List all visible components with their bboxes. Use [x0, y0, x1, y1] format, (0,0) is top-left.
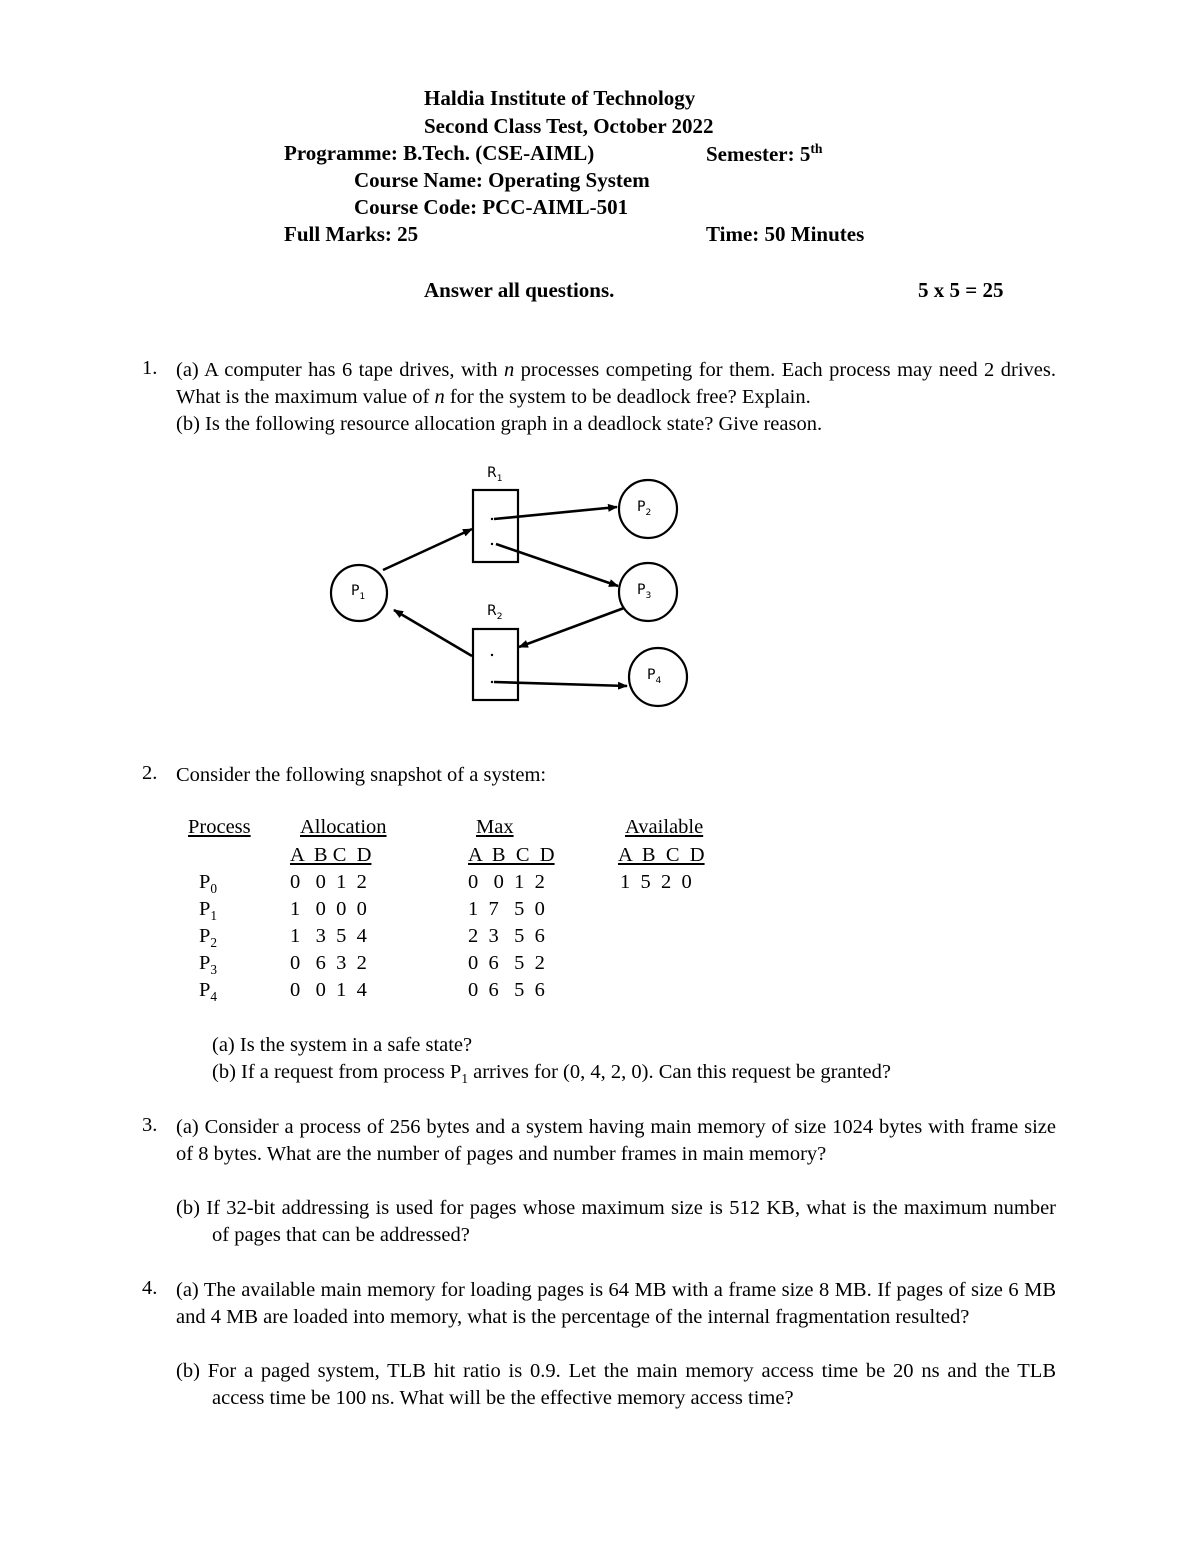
label-p3: $P_3$	[637, 582, 652, 601]
row-process: $P_1$	[199, 898, 218, 924]
col-allocation: Allocation	[300, 816, 387, 838]
resource-allocation-graph	[0, 0, 1200, 760]
row-process: $P_3$	[199, 952, 218, 978]
row-max: 2 3 5 6	[468, 925, 545, 947]
col-process: Process	[188, 816, 251, 838]
r1-instance-dot	[491, 518, 493, 520]
course-name: Course Name: Operating System	[354, 168, 650, 192]
q2-part-b: (b) If a request from process $P_1$ arrives for (0, 4, 2, 0). Can this request be granted?	[212, 1061, 891, 1087]
q1-var-n: n	[503, 359, 515, 381]
sub-max: A B C D	[468, 844, 555, 866]
resource-r1-box	[473, 490, 518, 562]
row-process: $P_4$	[199, 979, 218, 1005]
semester-suffix: th	[810, 141, 823, 156]
edge-r2-p1	[394, 610, 472, 656]
row-max: 1 7 5 0	[468, 898, 545, 920]
edge-p3-r2	[519, 608, 624, 647]
sub-available: A B C D	[618, 844, 705, 866]
row-allocation: 0 0 1 4	[290, 979, 367, 1001]
programme: Programme: B.Tech. (CSE-AIML)	[284, 141, 595, 165]
course-code: Course Code: PCC-AIML-501	[354, 195, 629, 219]
row-allocation: 1 0 0 0	[290, 898, 367, 920]
label-r1: $R_1$	[487, 465, 503, 484]
r2-instance-dot	[491, 654, 493, 656]
institute-name: Haldia Institute of Technology	[424, 86, 696, 110]
label-p4: $P_4$	[647, 667, 662, 686]
col-max: Max	[476, 816, 514, 838]
edge-p1-r1	[383, 529, 472, 570]
q3-number: 3.	[142, 1114, 158, 1136]
r2-instance-dot	[491, 681, 493, 683]
q3-part-b: (b) If 32-bit addressing is used for pages whose maximum size is 512 KB, what is the maximum number of pages that can be addressed?	[176, 1197, 1056, 1246]
q2-intro: Consider the following snapshot of a system:	[176, 764, 547, 786]
label-r2: $R_2$	[487, 603, 503, 622]
label-p2: $P_2$	[637, 499, 652, 518]
q1-part-b: (b) Is the following resource allocation graph in a deadlock state? Give reason.	[176, 413, 823, 435]
q2-number: 2.	[142, 762, 158, 784]
edge-r2-p4	[494, 682, 627, 686]
row-process: $P_2$	[199, 925, 218, 951]
test-title: Second Class Test, October 2022	[424, 114, 714, 138]
q3-part-a: (a) Consider a process of 256 bytes and a system having main memory of size 1024 bytes with frame size of 8 bytes. What are the number of pages and number frames in main memory?	[176, 1116, 1056, 1165]
q4-number: 4.	[142, 1277, 158, 1299]
q2-part-a: (a) Is the system in a safe state?	[212, 1034, 473, 1056]
q1-var-n: n	[434, 386, 445, 408]
q4-part-b: (b) For a paged system, TLB hit ratio is 0.9. Let the main memory access time be 20 ns and the TLB access time be 100 ns. What will be the effective memory access time?	[176, 1360, 1056, 1409]
time-allowed: Time: 50 Minutes	[706, 222, 865, 246]
row-allocation: 0 6 3 2	[290, 952, 367, 974]
label-p1: $P_1$	[351, 583, 366, 602]
edge-r1-p3	[496, 544, 618, 586]
row-process: $P_0$	[199, 871, 218, 897]
instruction: Answer all questions.	[424, 278, 615, 302]
r1-instance-dot	[491, 543, 493, 545]
q4-part-a: (a) The available main memory for loading pages is 64 MB with a frame size 8 MB. If pages of size 6 MB and 4 MB are loaded into memory, what is the percentage of the internal fragmentation resulted?	[176, 1279, 1056, 1328]
row-allocation: 0 0 1 2	[290, 871, 367, 893]
row-max: 0 6 5 2	[468, 952, 545, 974]
row-max: 0 0 1 2	[468, 871, 545, 893]
resource-r2-box	[473, 629, 518, 700]
q1-part-a: (a) A computer has 6 tape drives, with n processes competing for them. Each process may need 2 drives. What is the maximum value of n for the system to be deadlock free? Explain.	[176, 359, 1056, 408]
marks-scheme: 5 x 5 = 25	[918, 278, 1004, 302]
edge-r1-p2	[494, 507, 617, 519]
col-available: Available	[625, 816, 704, 838]
row-available: 1 5 2 0	[620, 871, 692, 893]
q1-number: 1.	[142, 357, 158, 379]
row-max: 0 6 5 6	[468, 979, 545, 1001]
full-marks: Full Marks: 25	[284, 222, 419, 246]
semester-label: Semester: 5	[706, 142, 811, 166]
row-allocation: 1 3 5 4	[290, 925, 367, 947]
sub-allocation: A B C D	[290, 844, 372, 866]
